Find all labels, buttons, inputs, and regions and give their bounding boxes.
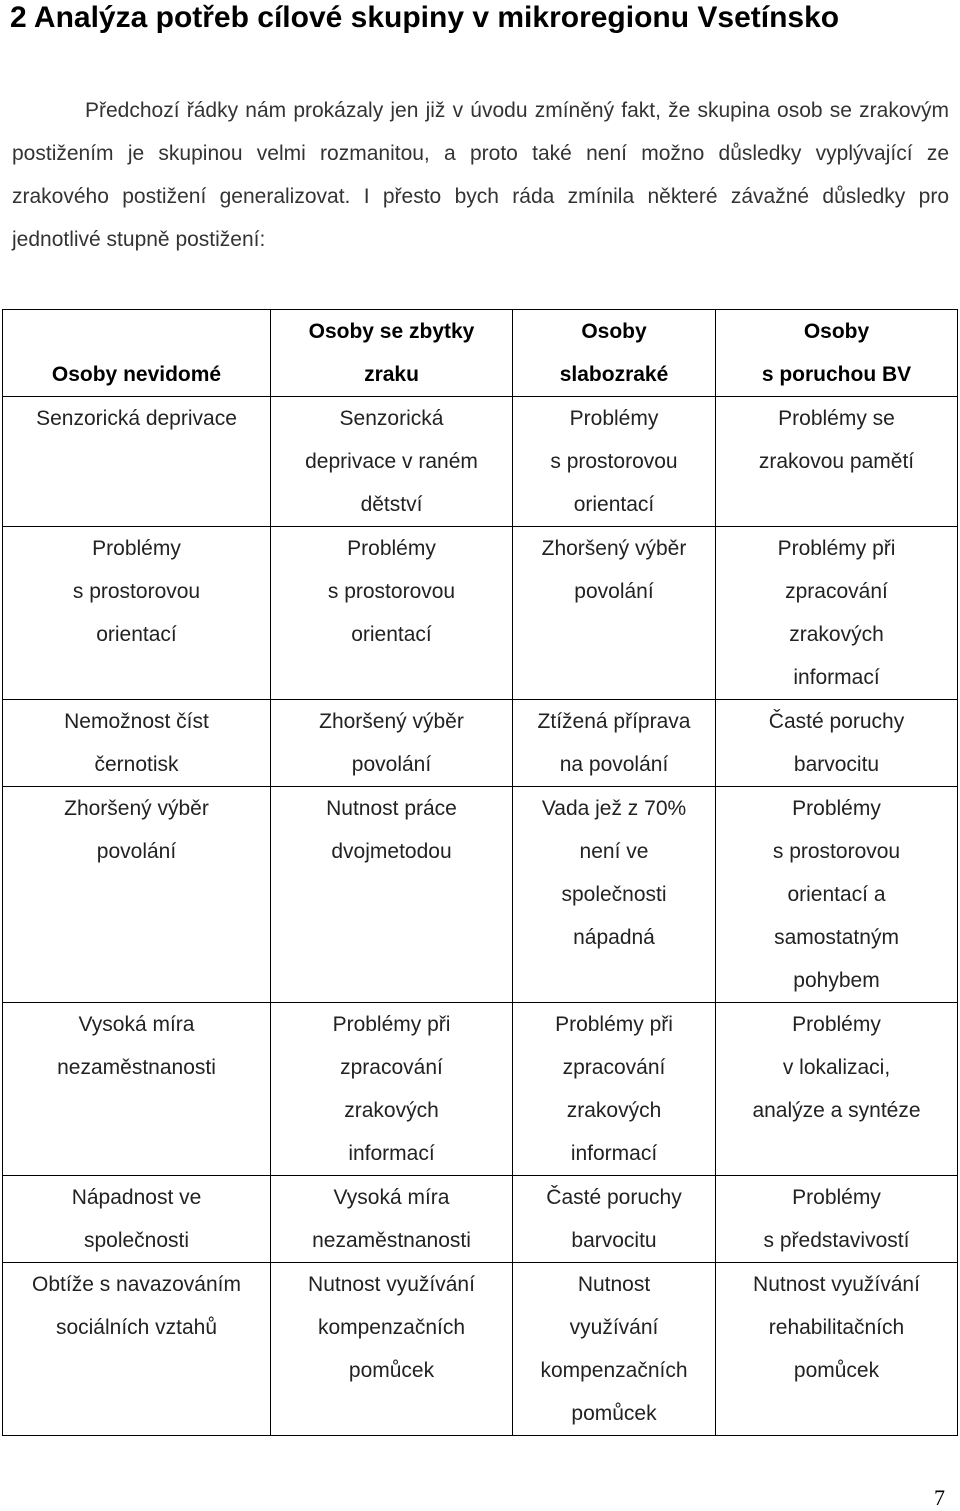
cell-line: není ve (579, 840, 649, 863)
cell-line: Senzorická deprivace (36, 407, 237, 430)
header-low-vision (513, 310, 716, 397)
cell-line: Problémy se (778, 407, 895, 430)
cell-line: Osoby nevidomé (51, 363, 222, 386)
cell-line: Zhoršený výběr (319, 710, 464, 733)
intro-text (12, 89, 949, 261)
table-cell (271, 787, 513, 1003)
table-cell (271, 527, 513, 700)
cell-line: povolání (574, 580, 654, 603)
cell-line: orientací (96, 623, 177, 646)
cell-line: Osoby (581, 320, 647, 343)
cell-line: kompenzačních (317, 1316, 466, 1339)
table-row (3, 1176, 958, 1263)
cell-line: s představivostí (763, 1229, 910, 1252)
cell-line: informací (348, 1142, 435, 1165)
table-cell (716, 527, 958, 700)
cell-line: zrakových (566, 1099, 662, 1122)
table-cell (513, 787, 716, 1003)
table-cell (513, 1176, 716, 1263)
header-residual-sight (271, 310, 513, 397)
cell-line: Osoby (803, 320, 870, 343)
cell-line: rehabilitačních (768, 1316, 905, 1339)
cell-line: Osoby se zbytky (308, 320, 475, 343)
cell-line: v lokalizaci, (782, 1056, 891, 1079)
table-cell (513, 527, 716, 700)
cell-line: dětství (360, 493, 423, 516)
cell-line: nápadná (573, 926, 655, 949)
cell-line: Časté poruchy (546, 1186, 682, 1209)
cell-line: Problémy při (332, 1013, 451, 1036)
table-cell (513, 397, 716, 527)
cell-line: Vysoká míra (333, 1186, 450, 1209)
cell-line: pohybem (793, 969, 880, 992)
table-cell (716, 1003, 958, 1176)
table-cell (271, 1176, 513, 1263)
cell-line: Vysoká míra (78, 1013, 195, 1036)
cell-line: zrakových (789, 623, 884, 646)
table-cell (716, 700, 958, 787)
table-cell (513, 1263, 716, 1436)
cell-line: informací (570, 1142, 658, 1165)
cell-line: Nutnost práce (326, 797, 457, 820)
cell-line: Nemožnost číst (64, 710, 209, 733)
cell-line: dvojmetodou (331, 840, 452, 863)
cell-line: s prostorovou (772, 840, 901, 863)
cell-line: Vada jež z 70% (541, 797, 687, 820)
intro-paragraph: Předchozí řádky nám prokázaly jen již v úvodu zmíněný fakt, že skupina osob se zrakovým postižením je skupinou velmi rozmanitou, a proto také není možno důsledky vyplývající ze zrakového postižení generalizovat. I přesto bych ráda zmínila některé závažné důsledky pro jednotlivé stupně postižení: (12, 99, 949, 251)
cell-line: využívání (569, 1316, 659, 1339)
table-cell (716, 397, 958, 527)
cell-line: Zhoršený výběr (64, 797, 209, 820)
table-cell (3, 527, 271, 700)
header-binocular-disorder (716, 310, 958, 397)
table-row (3, 397, 958, 527)
cell-line: orientací (351, 623, 432, 646)
cell-line: Problémy (792, 1186, 881, 1209)
table-row (3, 527, 958, 700)
cell-line: Obtíže s navazováním (32, 1273, 241, 1296)
cell-line: Zhoršený výběr (541, 537, 687, 560)
section-heading: 2 Analýza potřeb cílové skupiny v mikroregionu Vsetínsko (10, 1, 840, 34)
cell-line: zpracování (785, 580, 888, 603)
cell-line: nezaměstnanosti (57, 1056, 216, 1079)
cell-line: Problémy (792, 1013, 881, 1036)
cell-line: slabozraké (559, 363, 669, 386)
cell-line: Nutnost využívání (308, 1273, 475, 1296)
cell-line: Ztížená příprava (537, 710, 691, 733)
cell-line: Problémy při (555, 1013, 673, 1036)
table-cell (271, 1003, 513, 1176)
table-cell (716, 1263, 958, 1436)
page-number: 7 (934, 1485, 945, 1510)
table-row (3, 1003, 958, 1176)
target-group-needs-table (2, 309, 958, 1436)
table-cell (271, 397, 513, 527)
cell-line: analýze a syntéze (752, 1099, 921, 1122)
cell-line: Nutnost (577, 1273, 651, 1296)
table-cell (3, 1003, 271, 1176)
cell-line: černotisk (94, 753, 179, 776)
cell-line: pomůcek (571, 1402, 657, 1425)
cell-line: Senzorická (339, 407, 444, 430)
table-row (3, 1263, 958, 1436)
cell-line: orientací a (787, 883, 886, 906)
table-cell (513, 700, 716, 787)
cell-line: zrakových (344, 1099, 439, 1122)
cell-line: nezaměstnanosti (312, 1229, 471, 1252)
table-cell (3, 397, 271, 527)
cell-line: zraku (364, 363, 419, 386)
table-cell (271, 1263, 513, 1436)
cell-line: barvocitu (571, 1229, 657, 1252)
table-cell (3, 700, 271, 787)
table-cell (3, 1263, 271, 1436)
table-cell (513, 1003, 716, 1176)
cell-line: sociálních vztahů (55, 1316, 218, 1339)
cell-line: na povolání (559, 753, 669, 776)
table-row (3, 787, 958, 1003)
table-cell (716, 787, 958, 1003)
cell-line: deprivace v raném (305, 450, 478, 473)
cell-line: Nutnost využívání (753, 1273, 920, 1296)
cell-line: Nápadnost ve (71, 1186, 202, 1209)
cell-line: zpracování (562, 1056, 666, 1079)
cell-line: zpracování (340, 1056, 443, 1079)
cell-line: pomůcek (793, 1359, 880, 1382)
cell-line: povolání (96, 840, 177, 863)
table-cell (3, 1176, 271, 1263)
cell-line: s poruchou BV (761, 363, 912, 386)
table-row (3, 700, 958, 787)
cell-line: Problémy (792, 797, 881, 820)
table-cell (716, 1176, 958, 1263)
cell-line: barvocitu (793, 753, 880, 776)
cell-line: Časté poruchy (768, 710, 905, 733)
cell-line: společnosti (561, 883, 667, 906)
cell-line: Problémy při (777, 537, 896, 560)
cell-line: Problémy (569, 407, 659, 430)
cell-line: samostatným (774, 926, 899, 949)
cell-line: pomůcek (348, 1359, 435, 1382)
cell-line: Problémy (347, 537, 436, 560)
cell-line: společnosti (83, 1229, 190, 1252)
header-blind (3, 310, 271, 397)
cell-line: povolání (351, 753, 432, 776)
cell-line: s prostorovou (327, 580, 456, 603)
cell-line: Problémy (92, 537, 181, 560)
cell-line: orientací (573, 493, 655, 516)
table-cell (271, 700, 513, 787)
cell-line: informací (793, 666, 880, 689)
cell-line: zrakovou pamětí (758, 450, 915, 473)
table-cell (3, 787, 271, 1003)
table-header-row (3, 310, 958, 397)
cell-line: s prostorovou (72, 580, 201, 603)
cell-line: s prostorovou (550, 450, 678, 473)
cell-line: kompenzačních (540, 1359, 688, 1382)
